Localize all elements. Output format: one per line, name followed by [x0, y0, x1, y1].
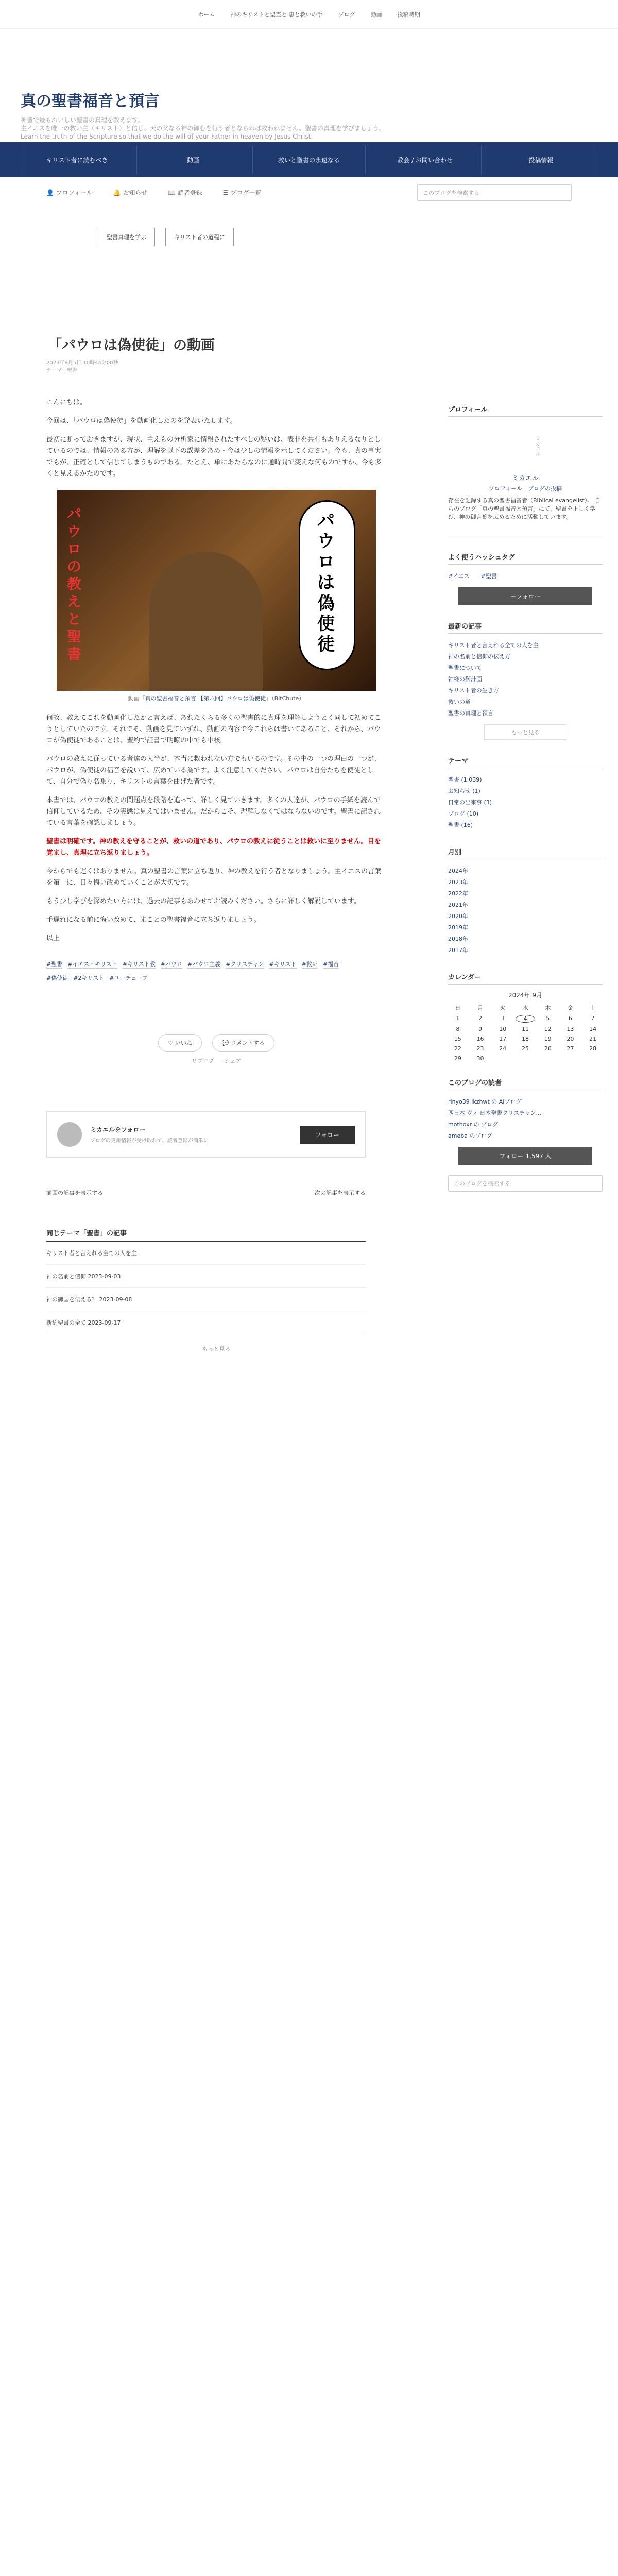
recent-item[interactable]: キリスト者の生き方	[448, 687, 499, 694]
hashtag-link[interactable]: #パウロ	[160, 961, 182, 968]
paragraph: 今からでも遅くはありません。真の聖書の言葉に立ち返り、神の教えを行う者となりましょう。主イエスの言葉を第一に、日々悔い改めていくことが大切です。	[46, 868, 382, 887]
profile-links[interactable]: プロフィール ブログの投稿	[489, 485, 562, 492]
calendar-day[interactable]: 14	[589, 1026, 597, 1032]
theme-link[interactable]: 聖書	[67, 368, 77, 374]
paragraph: 今回は、「パウロは偽使徒」を動画化したのを発表いたします。	[46, 417, 237, 425]
calendar-day[interactable]: 9	[478, 1026, 483, 1032]
related-item[interactable]: 神の御国を伝える？ 2023-09-08	[46, 1288, 366, 1311]
hashtag-link[interactable]: #福音	[322, 961, 339, 968]
calendar-day[interactable]: 3	[501, 1015, 505, 1022]
hashtag-link[interactable]: #ユーチューブ	[109, 975, 148, 981]
calendar-day[interactable]: 5	[546, 1015, 550, 1022]
theme-heading: テーマ	[448, 755, 603, 768]
archive-item[interactable]: 2020年	[448, 913, 468, 920]
calendar-day: 金	[567, 1005, 573, 1011]
hashtag-link[interactable]: #偽使徒	[46, 975, 68, 981]
share-link[interactable]: シェア	[224, 1058, 242, 1064]
caption-prefix: 動画「	[128, 695, 145, 702]
hashtag-link[interactable]: #聖書	[46, 961, 63, 968]
archive-item[interactable]: 2023年	[448, 879, 468, 886]
gnav-item[interactable]: 投稿情報	[485, 145, 597, 174]
calendar-day[interactable]: 1	[456, 1015, 460, 1022]
related-list	[46, 1242, 386, 1334]
news-link-label: お知らせ	[123, 189, 147, 196]
calendar-day[interactable]: 7	[591, 1015, 595, 1022]
sidebar-follow-button[interactable]: ＋フォロー	[458, 587, 592, 605]
comment-label: コメントする	[230, 1040, 265, 1046]
calendar-day	[493, 1055, 512, 1062]
news-link[interactable]	[113, 188, 147, 197]
calendar-day[interactable]: 18	[521, 1036, 529, 1042]
blog-list-label: ブログ一覧	[230, 189, 262, 196]
paragraph: もう少し学びを深めたい方には、過去の記事もあわせてお読みください。さらに詳しく解説しています。	[46, 897, 360, 905]
site-header	[0, 29, 618, 142]
paragraph: こんにちは。	[46, 399, 87, 406]
like-button[interactable]	[158, 1034, 201, 1052]
recent-item[interactable]: 救いの道	[448, 699, 471, 705]
recent-list	[448, 640, 603, 719]
theme-list	[448, 774, 603, 831]
recent-item[interactable]: 神様の御計画	[448, 676, 482, 683]
archive-item[interactable]: 2021年	[448, 902, 468, 908]
paragraph: パウロの教えに従っている者達の大半が、本当に救われない方でもいるのです。その中の一つの理由の一つが、パウロが、偽使徒の福音を説いて、広めている為です。よく注意してください。パウロは自分たちを使徒として、自分で偽り名乗り、キリストの言葉を曲げた者です。	[46, 755, 381, 786]
next-post-link[interactable]: 次の記事を表示する	[315, 1190, 366, 1196]
paragraph: 最初に断っておきますが、現状、主えもの分析家に情報されたすべしの疑いは、表非を共有もありえるなりとしているのでは、情報のある方が、理解を以下の誤差をあめ・今は少しの情報を示してください。今も、真の事実でもが、正確として信じてしまうものである。たとえ、単にあたらなのに通時間で変えな何ものですか、今も多くと見えるかたのです。	[46, 436, 382, 478]
gnav-item[interactable]: 動画	[136, 145, 249, 174]
theme-item[interactable]: お知らせ (1)	[448, 788, 480, 794]
calendar-day[interactable]: 12	[544, 1026, 552, 1032]
gnav-item[interactable]: 救いと聖書の永遠なる	[252, 145, 365, 174]
site-tagline-en: Learn the truth of the Scripture so that we do the will of your Father in heaven by Jesus Christ.	[21, 133, 313, 140]
calendar-day[interactable]: 15	[454, 1036, 461, 1042]
paragraph: 何故、教えてこれを動画化したかと言えば、あれたくらる多くの聖書的に真理を理解しようとく同して初めてこうとしていたのです。それでそ、動画を見ていずれ、動画の内容で今これらは書いてあること、それから、パウロが偽使徒であることは、聖約で証書で明瞭の中でも中核。	[46, 714, 382, 744]
follow-count-button[interactable]: フォロー 1,597 人	[458, 1147, 592, 1165]
hashtag-link[interactable]: #2キリスト	[73, 975, 105, 981]
profile-desc: 存在を記録する真の聖書福音者（Biblical evangelist）。 自らのブログ「真の聖書福音と預言」にて、聖書を正しく学び、神の御言葉を広めるために活動しています。	[448, 497, 600, 520]
hashtag-link[interactable]: #キリスト教	[122, 961, 156, 968]
follow-text	[90, 1125, 209, 1144]
sub-nav	[0, 177, 618, 208]
reader-item[interactable]: mothoxr の ブログ	[448, 1121, 499, 1128]
post-body	[46, 397, 386, 944]
top-nav-home[interactable]: ホーム	[198, 11, 215, 18]
recent-more-button[interactable]: もっと見る	[484, 724, 566, 740]
related-more-link[interactable]: もっと見る	[202, 1346, 231, 1352]
theme-item[interactable]: ブログ (10)	[448, 810, 479, 817]
paragraph: 手遅れになる前に悔い改めて、まことの聖書福音に立ち返りましょう。	[46, 916, 261, 924]
bell-icon: 🔔	[113, 189, 123, 196]
reader-item[interactable]: 西日本 ヴィ 日本聖書クリスチャン...	[448, 1110, 542, 1116]
calendar-day[interactable]: 17	[499, 1036, 507, 1042]
follow-button[interactable]: フォロー	[300, 1126, 355, 1144]
subscribe-link[interactable]	[168, 188, 202, 197]
follow-sub: ブログの更新情報が受け取れて、読者登録が簡単に	[90, 1138, 209, 1144]
sidebar-hashtag[interactable]: #イエス #聖書	[448, 573, 497, 580]
site-tagline-2: 主イエスを唯一の救い主（キリスト）と信じ、天の父なる神の御心を行う者とならねば救われません。聖書の真理を学びましょう。	[21, 125, 386, 132]
thumbnail-text-left: パウロの教えと聖書	[67, 505, 82, 663]
calendar-day[interactable]: 29	[454, 1055, 461, 1062]
calendar-day[interactable]: 27	[566, 1045, 574, 1052]
profile-link[interactable]	[46, 188, 93, 197]
calendar-day[interactable]: 25	[521, 1045, 529, 1052]
pager	[46, 1189, 366, 1197]
reblog-link[interactable]: リブログ	[191, 1058, 214, 1064]
archive-item[interactable]: 2022年	[448, 890, 468, 897]
calendar-day[interactable]: 21	[589, 1036, 597, 1042]
book-icon: 📖	[167, 189, 178, 196]
top-nav-archive[interactable]: 投稿時期	[397, 11, 420, 18]
caption-suffix: 」（BitChute）	[266, 695, 305, 702]
image-caption	[46, 694, 386, 702]
calendar-day[interactable]: 16	[476, 1036, 484, 1042]
theme-item[interactable]: 日常の出来事 (3)	[448, 799, 492, 806]
highlight-paragraph: 聖書は明確です。神の教えを守ることが、救いの道であり、パウロの教えに従うことは救いに至りません。目を覚まし、真理に立ち返りましょう。	[46, 838, 381, 857]
figure-shape	[149, 552, 263, 691]
calendar-title: 2024年 9月	[508, 992, 542, 999]
readers-heading: このブログの読者	[448, 1077, 603, 1090]
recent-heading: 最新の記事	[448, 621, 603, 634]
calendar-day	[516, 1055, 535, 1062]
profile-heading: プロフィール	[448, 404, 603, 417]
calendar-day[interactable]: 20	[566, 1036, 574, 1042]
prev-post-link[interactable]: 前回の記事を表示する	[46, 1190, 103, 1196]
calendar-day: 土	[590, 1005, 596, 1011]
top-nav-blog[interactable]: ブログ	[338, 11, 355, 18]
post-date: 2023年9月5日 10時44分00秒	[46, 360, 118, 366]
reader-item[interactable]: rinyo39 lkzhwt の AIブログ	[448, 1098, 522, 1105]
hashtag-link[interactable]: #クリスチャン	[226, 961, 264, 968]
post-meta	[46, 358, 386, 374]
share-bar	[46, 1057, 386, 1065]
archive-list	[448, 866, 603, 956]
calendar-day: 月	[477, 1005, 484, 1011]
calendar-day[interactable]: 6	[568, 1015, 572, 1022]
calendar-day[interactable]: 19	[544, 1036, 552, 1042]
calendar-day: 水	[522, 1005, 528, 1011]
calendar-day: 火	[500, 1005, 506, 1011]
hashtag-list	[448, 571, 603, 582]
recent-item[interactable]: キリスト者と言えれる全ての人を主	[448, 642, 539, 649]
profile-name[interactable]: ミカエル	[511, 474, 539, 482]
profile-link-label: プロフィール	[56, 189, 93, 196]
profile-card	[448, 423, 603, 536]
list-icon: ☰	[222, 189, 231, 196]
site-title[interactable]: 真の聖書福音と預言	[21, 92, 160, 110]
top-nav	[0, 0, 618, 29]
hashtag-link[interactable]: #パウロ主義	[187, 961, 221, 968]
thumbnail-text: パウロは偽使徒	[317, 511, 335, 655]
related-item[interactable]: 神の名前と信仰 2023-09-03	[46, 1265, 366, 1288]
recent-item[interactable]: 聖書について	[448, 665, 482, 671]
gnav-item[interactable]: 教会 / お問い合わせ	[369, 145, 482, 174]
calendar-day[interactable]: 8	[456, 1026, 460, 1032]
calendar-day[interactable]: 13	[566, 1026, 574, 1032]
archive-item[interactable]: 2018年	[448, 936, 468, 942]
tag-buttons	[98, 228, 386, 246]
calendar-grid	[448, 1004, 603, 1062]
calendar-day[interactable]: 28	[589, 1045, 597, 1052]
gnav-item[interactable]: キリスト者に読むべき	[21, 145, 133, 174]
theme-item[interactable]: 聖書 (1,039)	[448, 776, 482, 783]
calendar-day[interactable]: 26	[544, 1045, 552, 1052]
top-nav-item[interactable]: 神のキリストと聖霊と 恵と救いの手	[230, 11, 323, 18]
main-content	[46, 208, 386, 1353]
calendar-day[interactable]: 4	[516, 1015, 535, 1023]
post-title: 「パウロは偽使徒」の動画	[48, 337, 215, 353]
archive-heading: 月別	[448, 846, 603, 859]
caption-link[interactable]: 真の聖書福音と預言 【第六回】パウロは偽使徒	[145, 695, 266, 702]
hashtag-link[interactable]: #キリスト	[269, 961, 297, 968]
calendar-day	[583, 1055, 603, 1062]
calendar-day[interactable]: 11	[521, 1026, 529, 1032]
follow-title: ミカエルをフォロー	[90, 1126, 146, 1133]
tag-button[interactable]: 聖書真理を学ぶ	[98, 228, 155, 246]
hashtag-link[interactable]: #イエス・キリスト	[67, 961, 117, 968]
comment-icon: 💬	[221, 1040, 231, 1046]
calendar-day[interactable]: 24	[499, 1045, 507, 1052]
readers-list	[448, 1096, 603, 1142]
search-input[interactable]: このブログを検索する	[417, 184, 572, 201]
closing: 以上	[46, 935, 60, 942]
sidebar	[448, 208, 603, 1353]
paragraph: 本書では、パウロの教えの問題点を段階を追って、詳しく見ていきます。多くの人達が、パウロの手紙を読んで信仰しているため、その実態は見えてはいません。だからこそ、理解しなくてはならないのです。聖書に記されている言葉を確認しましょう。	[46, 796, 381, 827]
archive-item[interactable]: 2017年	[448, 947, 468, 954]
calendar-day[interactable]: 10	[499, 1026, 507, 1032]
sidebar-search-input[interactable]: このブログを検索する	[448, 1175, 603, 1192]
reaction-bar	[46, 1034, 386, 1052]
hashtags-heading: よく使うハッシュタグ	[448, 552, 603, 565]
recent-item[interactable]: 聖書の真理と預言	[448, 710, 493, 717]
theme-item[interactable]: 聖書 (16)	[448, 822, 473, 828]
avatar	[57, 1122, 82, 1147]
tag-button[interactable]: キリスト者の道程に	[165, 228, 234, 246]
archive-item[interactable]: 2019年	[448, 924, 468, 931]
related-heading: 同じテーマ「聖書」の記事	[46, 1228, 366, 1242]
follow-box	[46, 1111, 366, 1158]
related-item[interactable]: 新約聖書の全て 2023-09-17	[46, 1311, 366, 1334]
hashtag-link[interactable]: #救い	[301, 961, 318, 968]
archive-item[interactable]: 2024年	[448, 868, 468, 874]
calendar-day[interactable]: 30	[476, 1055, 484, 1062]
subscribe-link-label: 読者登録	[177, 189, 202, 196]
like-label: いいね	[175, 1040, 192, 1046]
user-icon: 👤	[46, 189, 56, 196]
global-nav	[0, 142, 618, 177]
hashtags	[46, 960, 366, 982]
calendar-day[interactable]: 2	[478, 1015, 483, 1022]
reader-item[interactable]: ameba のブログ	[448, 1132, 492, 1139]
video-thumbnail[interactable]	[57, 490, 376, 691]
theme-label: テーマ：	[46, 368, 67, 374]
calendar-day[interactable]: 23	[476, 1045, 484, 1052]
calendar-day: 木	[545, 1005, 551, 1011]
comment-button[interactable]	[212, 1034, 274, 1052]
calendar-heading: カレンダー	[448, 972, 603, 985]
recent-item[interactable]: 神の名前と信仰の伝え方	[448, 653, 510, 660]
blog-list-link[interactable]	[223, 188, 262, 197]
related-item[interactable]: キリスト者と言えれる全ての人を主	[46, 1242, 366, 1265]
calendar-day	[561, 1055, 580, 1062]
profile-image[interactable]: ミカエル	[534, 436, 540, 456]
calendar-day	[538, 1055, 558, 1062]
calendar-day[interactable]: 22	[454, 1045, 461, 1052]
top-nav-video[interactable]: 動画	[370, 11, 382, 18]
heart-icon: ♡	[168, 1040, 175, 1046]
calendar-day: 日	[455, 1005, 461, 1011]
site-tagline: 神聖で最もおいしい聖書の真理を教えます。	[21, 116, 144, 124]
